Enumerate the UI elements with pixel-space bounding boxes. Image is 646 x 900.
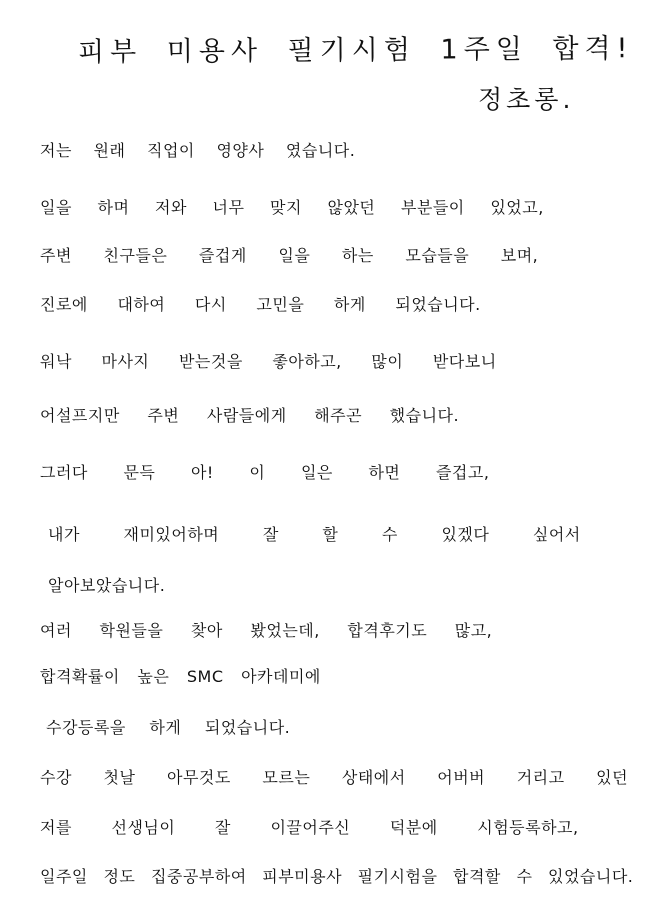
letter-line: 어설프지만 주변 사람들에게 해주곤 했습니다.	[40, 406, 460, 425]
letter-line: 저는 원래 직업이 영양사 였습니다.	[40, 141, 356, 160]
letter-title: 피부 미용사 필기시험 1주일 합격!	[77, 33, 634, 68]
letter-line: 저를 선생님이 잘 이끌어주신 덕분에 시험등록하고,	[40, 818, 579, 837]
letter-line: 일주일 정도 집중공부하여 피부미용사 필기시험을 합격할 수 있었습니다.	[40, 867, 634, 886]
letter-line: 알아보았습니다.	[48, 576, 166, 595]
letter-line: 합격확률이 높은 SMC 아카데미에	[40, 667, 321, 686]
letter-line: 워낙 마사지 받는것을 좋아하고, 많이 받다보니	[40, 352, 497, 371]
letter-line: 그러다 문득 아! 이 일은 하면 즐겁고,	[40, 463, 490, 482]
letter-line: 일을 하며 저와 너무 맞지 않았던 부분들이 있었고,	[40, 198, 544, 217]
letter-line: 수강 첫날 아무것도 모르는 상태에서 어버버 거리고 있던	[40, 768, 629, 787]
letter-line: 여러 학원들을 찾아 봤었는데, 합격후기도 많고,	[40, 621, 493, 640]
letter-line: 수강등록을 하게 되었습니다.	[46, 718, 291, 737]
author-signature: 정초롱.	[478, 85, 575, 114]
letter-line: 내가 재미있어하며 잘 할 수 있겠다 싶어서	[48, 525, 581, 544]
letter-line: 진로에 대하여 다시 고민을 하게 되었습니다.	[40, 295, 481, 314]
letter-line: 주변 친구들은 즐겁게 일을 하는 모습들을 보며,	[40, 246, 539, 265]
